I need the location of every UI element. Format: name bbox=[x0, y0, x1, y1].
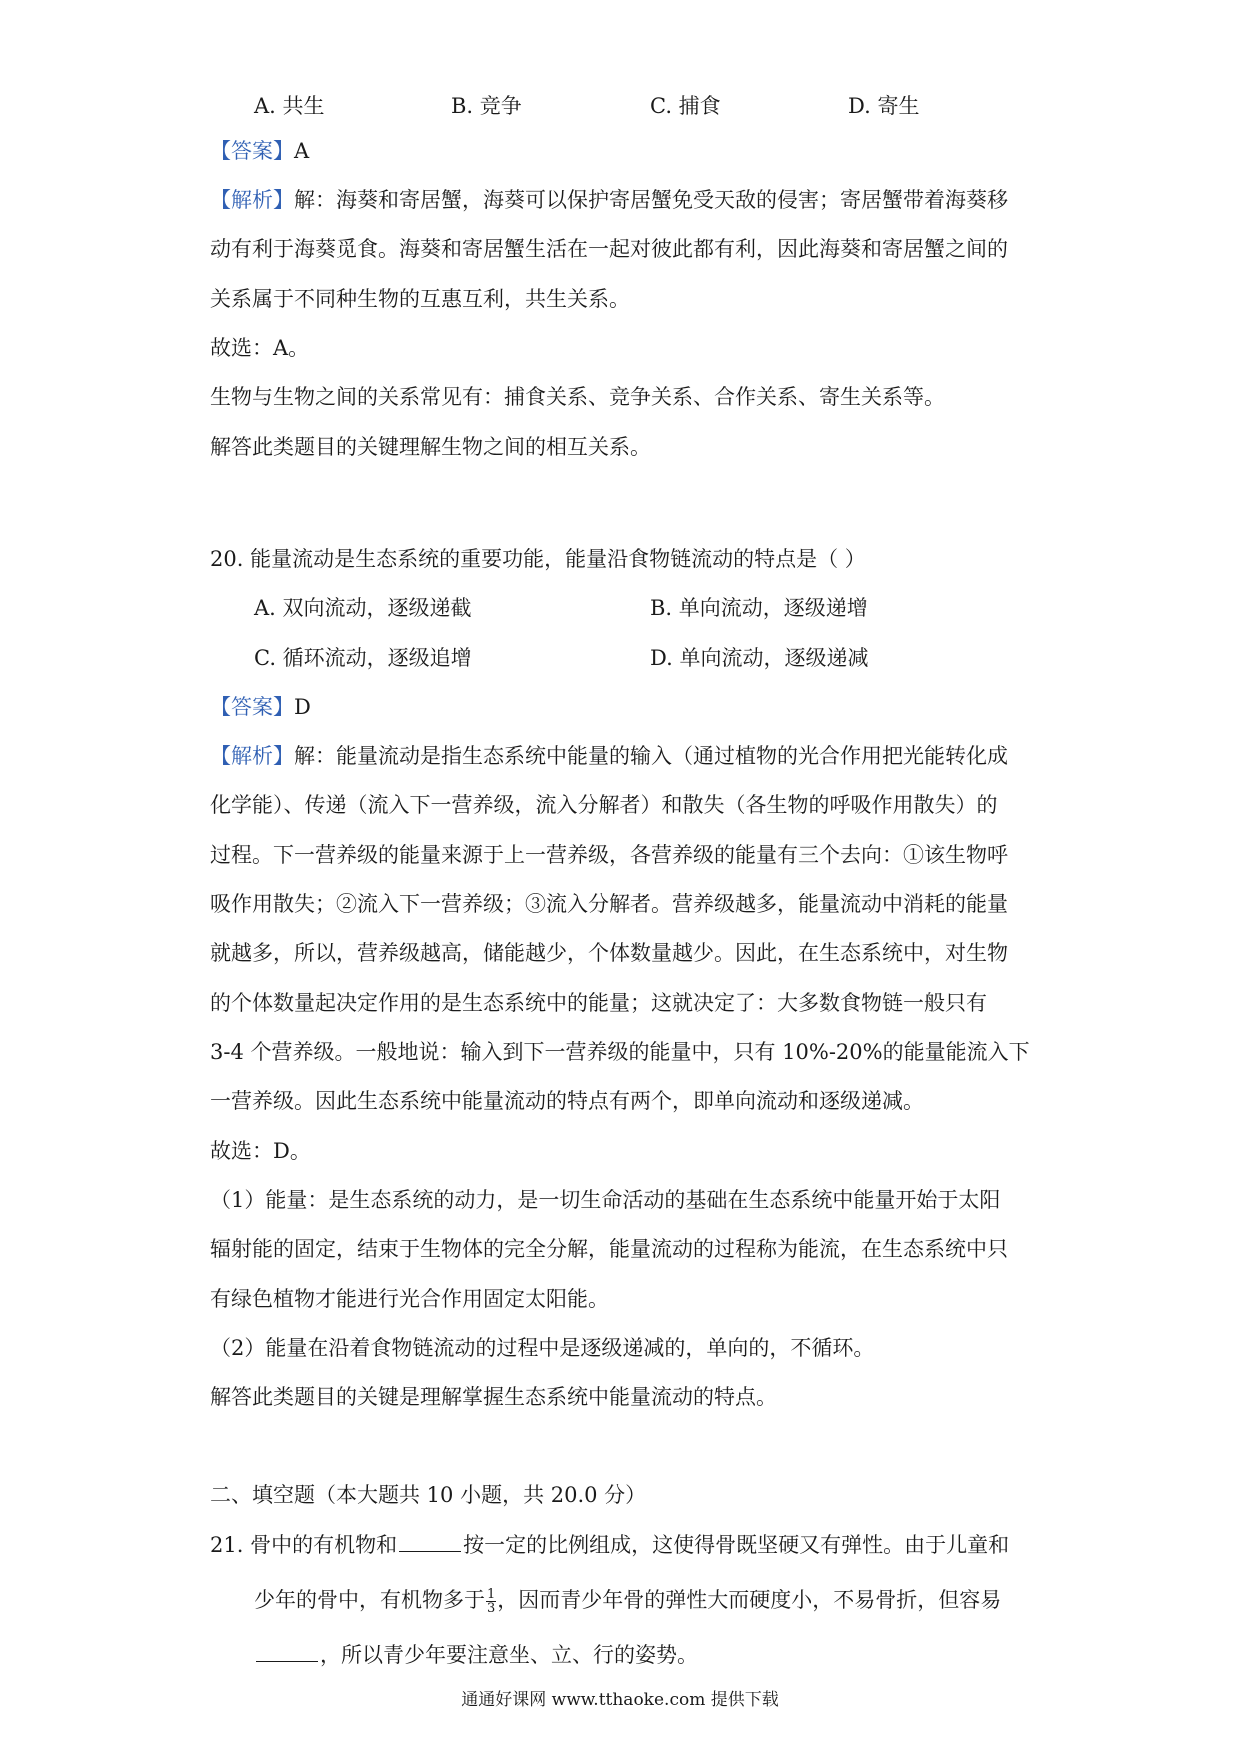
q19-analysis-line: 动有利于海葵觅食。海葵和寄居蟹生活在一起对彼此都有利，因此海葵和寄居蟹之间的 bbox=[210, 237, 1008, 261]
answer-tag: 【答案】 bbox=[210, 695, 294, 719]
q21-text: 21. 骨中的有机物和 bbox=[210, 1533, 398, 1557]
section-heading: 二、填空题（本大题共 10 小题，共 20.0 分） bbox=[210, 1483, 647, 1507]
q19-note: 解答此类题目的关键理解生物之间的相互关系。 bbox=[210, 435, 651, 459]
q19-analysis-line bbox=[210, 185, 1040, 215]
q21-text: ，所以青少年要注意坐、立、行的姿势。 bbox=[320, 1643, 698, 1667]
fill-blank[interactable] bbox=[256, 1639, 318, 1662]
q19-option-b: B. 竞争 bbox=[451, 94, 522, 118]
q20-stem: 20. 能量流动是生态系统的重要功能，能量沿食物链流动的特点是（ ） bbox=[210, 547, 866, 571]
fraction-numerator: 1 bbox=[487, 1587, 496, 1602]
q20-option-c: C. 循环流动，逐级追增 bbox=[254, 646, 472, 670]
q20-analysis-line: 3-4 个营养级。一般地说：输入到下一营养级的能量中，只有 10%-20%的能量能流入下 bbox=[210, 1040, 1030, 1064]
q20-note: （1）能量：是生态系统的动力，是一切生命活动的基础在生态系统中能量开始于太阳 bbox=[210, 1188, 1001, 1212]
fill-blank[interactable] bbox=[399, 1529, 461, 1552]
q19-answer bbox=[210, 136, 1040, 166]
fraction-denominator: 3 bbox=[487, 1601, 496, 1616]
q20-analysis-line: 一营养级。因此生态系统中能量流动的特点有两个，即单向流动和逐级递减。 bbox=[210, 1089, 924, 1113]
q20-analysis-line: 吸作用散失；②流入下一营养级；③流入分解者。营养级越多，能量流动中消耗的能量 bbox=[210, 892, 1008, 916]
q20-analysis-line: 过程。下一营养级的能量来源于上一营养级，各营养级的能量有三个去向：①该生物呼 bbox=[210, 843, 1008, 867]
page-footer: 通通好课网 www.tthaoke.com 提供下载 bbox=[461, 1690, 779, 1710]
analysis-text: 解：能量流动是指生态系统中能量的输入（通过植物的光合作用把光能转化成 bbox=[294, 744, 1008, 768]
q20-option-a: A. 双向流动，逐级递截 bbox=[254, 596, 472, 620]
q20-note: 辐射能的固定，结束于生物体的完全分解，能量流动的过程称为能流，在生态系统中只 bbox=[210, 1237, 1008, 1261]
q20-note: 解答此类题目的关键是理解掌握生态系统中能量流动的特点。 bbox=[210, 1385, 777, 1409]
q21-text: 按一定的比例组成，这使得骨既坚硬又有弹性。由于儿童和 bbox=[463, 1533, 1010, 1557]
q19-note: 生物与生物之间的关系常见有：捕食关系、竞争关系、合作关系、寄生关系等。 bbox=[210, 385, 945, 409]
q20-choice: 故选：D。 bbox=[210, 1139, 311, 1163]
q20-option-d: D. 单向流动，逐级递减 bbox=[650, 646, 869, 670]
q19-analysis-line: 关系属于不同种生物的互惠互利，共生关系。 bbox=[210, 287, 630, 311]
q20-analysis-line: 的个体数量起决定作用的是生态系统中的能量；这就决定了：大多数食物链一般只有 bbox=[210, 991, 987, 1015]
answer-value: A bbox=[294, 139, 310, 163]
analysis-text: 解：海葵和寄居蟹，海葵可以保护寄居蟹免受天敌的侵害；寄居蟹带着海葵移 bbox=[294, 188, 1008, 212]
q21-line bbox=[210, 1529, 1040, 1560]
answer-tag: 【答案】 bbox=[210, 139, 294, 163]
q19-option-c: C. 捕食 bbox=[650, 94, 721, 118]
q19-choice: 故选：A。 bbox=[210, 336, 310, 360]
q20-analysis-line: 就越多，所以，营养级越高，储能越少，个体数量越少。因此，在生态系统中，对生物 bbox=[210, 941, 1008, 965]
q20-note: 有绿色植物才能进行光合作用固定太阳能。 bbox=[210, 1287, 609, 1311]
q21-text: ，因而青少年骨的弹性大而硬度小，不易骨折，但容易 bbox=[497, 1588, 1002, 1612]
q19-option-d: D. 寄生 bbox=[848, 94, 920, 118]
q21-line bbox=[254, 1585, 1084, 1615]
q19-option-a: A. 共生 bbox=[254, 94, 325, 118]
q21-line bbox=[254, 1639, 1084, 1670]
answer-value: D bbox=[294, 695, 311, 719]
q20-answer bbox=[210, 692, 1040, 722]
fraction bbox=[486, 1588, 496, 1615]
q20-analysis-line bbox=[210, 741, 1040, 771]
q20-option-b: B. 单向流动，逐级递增 bbox=[650, 596, 868, 620]
analysis-tag: 【解析】 bbox=[210, 188, 294, 212]
q20-analysis-line: 化学能）、传递（流入下一营养级，流入分解者）和散失（各生物的呼吸作用散失）的 bbox=[210, 793, 998, 817]
analysis-tag: 【解析】 bbox=[210, 744, 294, 768]
q21-text: 少年的骨中，有机物多于 bbox=[254, 1588, 485, 1612]
q20-note: （2）能量在沿着食物链流动的过程中是逐级递减的，单向的，不循环。 bbox=[210, 1336, 875, 1360]
